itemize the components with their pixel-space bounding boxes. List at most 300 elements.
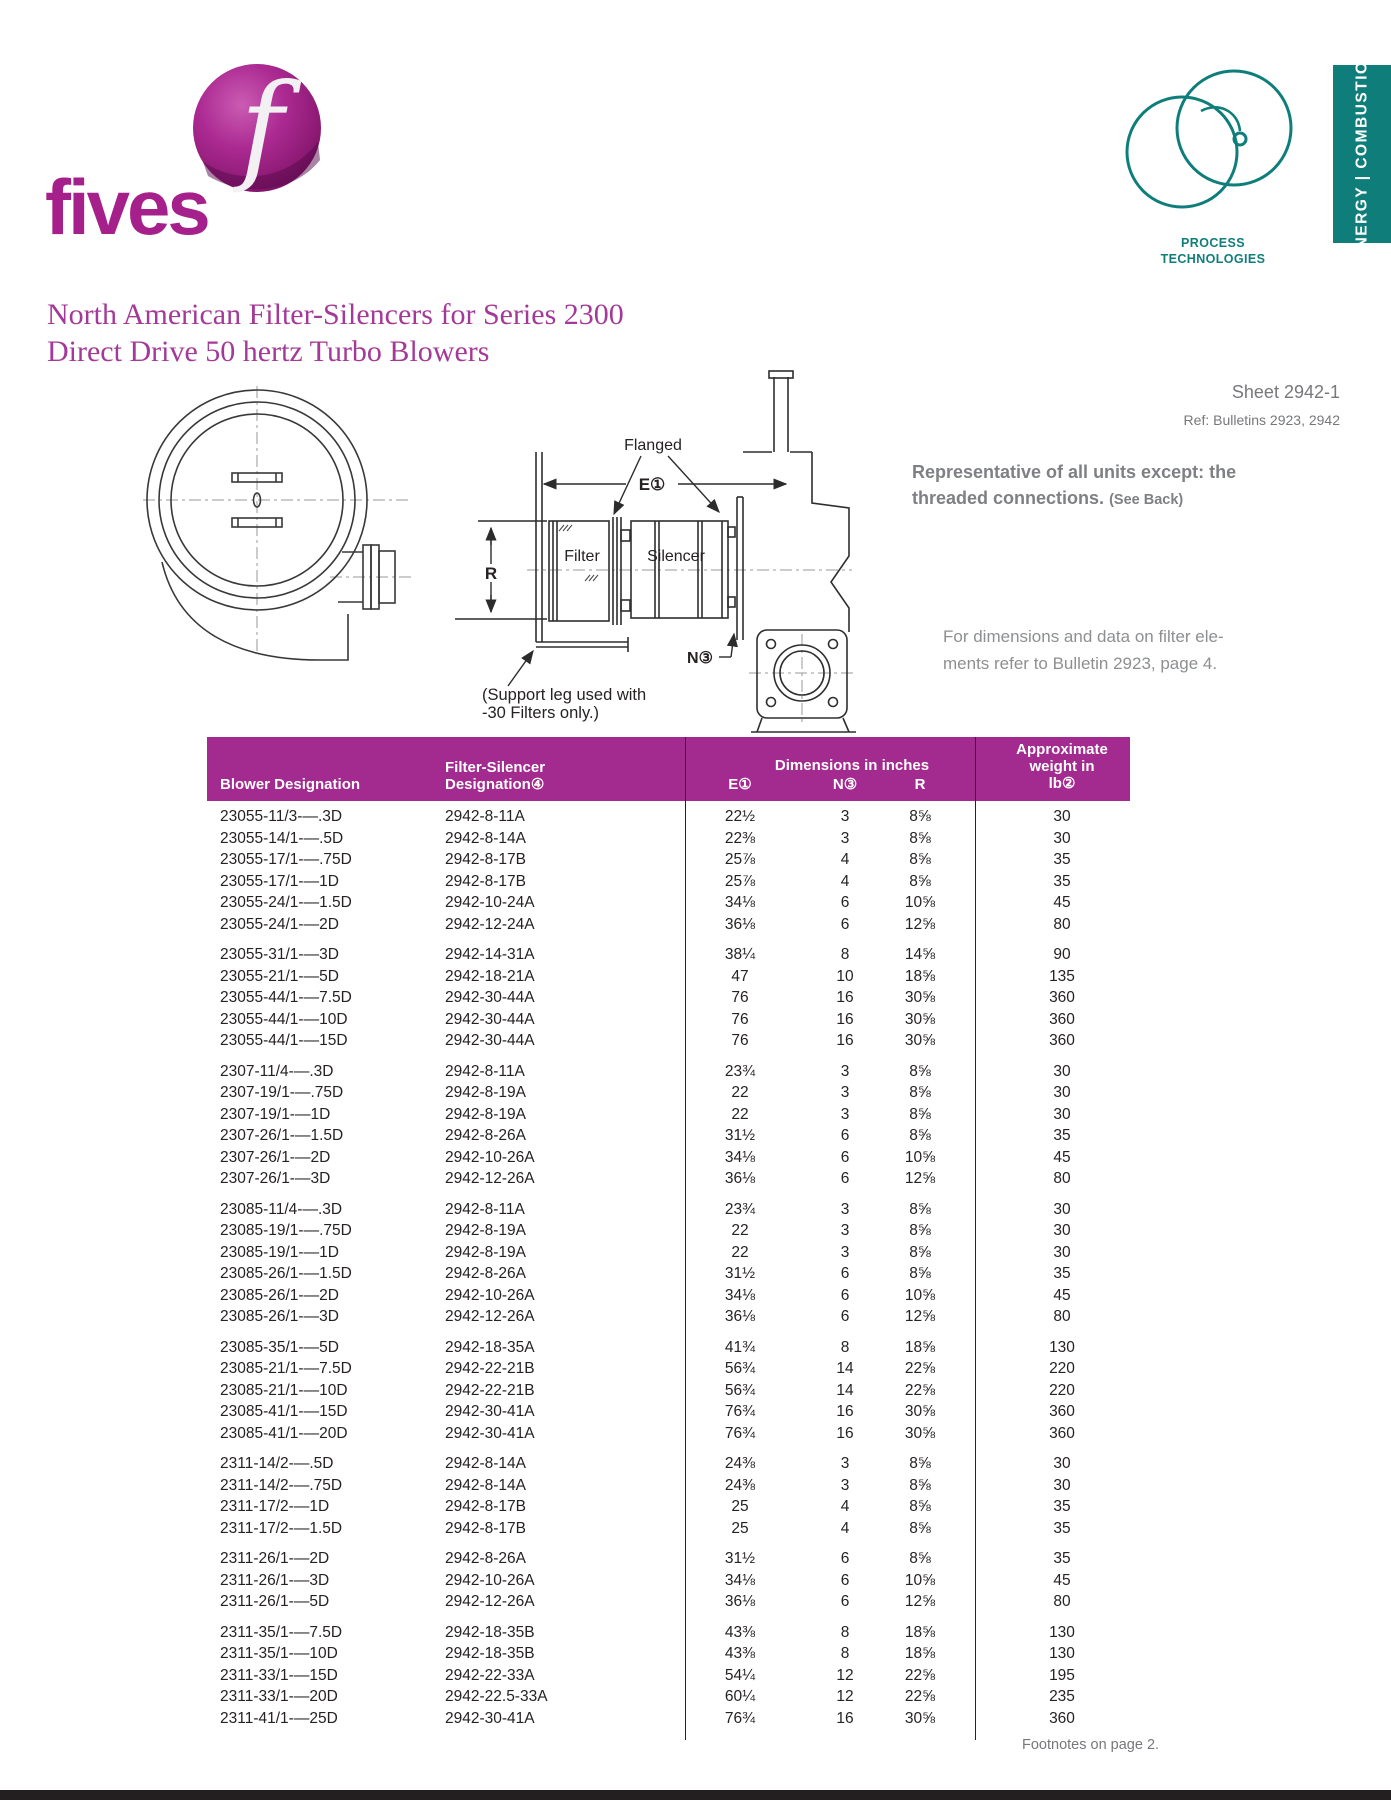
cell-filter-silencer: 2942-18-21A xyxy=(445,967,535,985)
table-row xyxy=(207,1425,1130,1447)
header-filter-silencer-designation: Filter-Silencer Designation④ xyxy=(445,759,546,793)
cell-dim-e: 76¾ xyxy=(724,1709,756,1727)
cell-blower: 2311-14/2-—.75D xyxy=(220,1476,343,1494)
table-row xyxy=(207,1455,1130,1477)
cell-filter-silencer: 2942-8-17B xyxy=(445,1498,527,1515)
cell-dim-e: 76 xyxy=(731,1010,749,1028)
cell-dim-r: 10⅝ xyxy=(904,894,936,911)
cell-dim-r: 8⅝ xyxy=(909,1127,931,1144)
cell-blower: 2307-26/1-—2D xyxy=(220,1148,331,1166)
cell-weight: 30 xyxy=(1053,808,1071,825)
table-group xyxy=(207,1550,1130,1615)
cell-blower: 23085-35/1-—5D xyxy=(220,1338,339,1356)
page-title xyxy=(47,296,624,370)
cell-dim-e: 34⅛ xyxy=(724,894,756,911)
table-row xyxy=(207,873,1130,895)
table-row xyxy=(207,894,1130,916)
cell-filter-silencer: 2942-8-26A xyxy=(445,1265,527,1282)
cell-blower: 23055-17/1-—1D xyxy=(220,872,339,890)
cell-weight: 360 xyxy=(1049,1424,1075,1442)
cell-blower: 23085-26/1-—2D xyxy=(220,1286,339,1304)
cell-weight: 360 xyxy=(1049,1032,1075,1049)
cell-blower: 2311-26/1-—2D xyxy=(220,1550,330,1567)
cell-dim-n: 3 xyxy=(840,829,850,847)
cell-weight: 30 xyxy=(1053,1243,1071,1261)
cell-filter-silencer: 2942-22.5-33A xyxy=(445,1688,548,1705)
cell-blower: 2311-17/2-—1D xyxy=(220,1498,330,1515)
cell-dim-n: 16 xyxy=(836,1010,854,1028)
cell-weight: 135 xyxy=(1049,967,1075,985)
table-row xyxy=(207,1063,1130,1085)
table-row xyxy=(207,989,1130,1011)
cell-blower: 23055-44/1-—10D xyxy=(220,1010,348,1028)
cell-weight: 45 xyxy=(1053,1571,1071,1589)
cell-blower: 2311-35/1-—7.5D xyxy=(220,1623,343,1641)
table-row xyxy=(207,1382,1130,1404)
cell-dim-n: 6 xyxy=(840,915,850,933)
cell-blower: 23085-21/1-—7.5D xyxy=(220,1360,352,1377)
table-row xyxy=(207,1127,1130,1149)
cell-dim-e: 34⅛ xyxy=(724,1286,756,1304)
table-row xyxy=(207,1201,1130,1223)
cell-dim-r: 8⅝ xyxy=(909,1200,931,1218)
cell-dim-n: 16 xyxy=(836,989,854,1006)
cell-filter-silencer: 2942-8-19A xyxy=(445,1222,527,1239)
cell-dim-e: 25 xyxy=(731,1519,749,1537)
cell-dim-e: 22⅜ xyxy=(724,829,756,847)
cell-dim-e: 25 xyxy=(731,1498,749,1515)
table-row xyxy=(207,1624,1130,1646)
table-row xyxy=(207,1688,1130,1710)
cell-dim-r: 8⅝ xyxy=(909,1243,931,1261)
cell-filter-silencer: 2942-8-19A xyxy=(445,1084,527,1101)
cell-dim-n: 10 xyxy=(836,967,854,985)
table-row xyxy=(207,1222,1130,1244)
cell-weight: 35 xyxy=(1053,872,1071,890)
cell-dim-r: 8⅝ xyxy=(909,1550,931,1567)
cell-dim-n: 16 xyxy=(836,1424,854,1442)
cell-dim-e: 76 xyxy=(731,989,749,1006)
cell-filter-silencer: 2942-30-41A xyxy=(445,1709,535,1727)
energy-combustion-banner: ENERGY | COMBUSTION xyxy=(1333,65,1391,243)
cell-filter-silencer: 2942-30-44A xyxy=(445,1010,535,1028)
cell-blower: 23055-24/1-—1.5D xyxy=(220,894,352,911)
cell-dim-e: 36⅛ xyxy=(724,915,756,933)
cell-blower: 23085-41/1-—15D xyxy=(220,1403,348,1420)
table-rows xyxy=(207,801,1130,1731)
header-approx-weight: Approximate weight in lb② xyxy=(1016,741,1108,792)
cell-blower: 2311-35/1-—10D xyxy=(220,1645,338,1662)
cell-blower: 23055-14/1-—.5D xyxy=(220,829,344,847)
cell-weight: 35 xyxy=(1053,1519,1071,1537)
label-e-dimension: E① xyxy=(638,475,666,494)
table-row xyxy=(207,1593,1130,1615)
cell-filter-silencer: 2942-14-31A xyxy=(445,946,535,963)
table-row xyxy=(207,1550,1130,1572)
cell-blower: 23085-11/4-—.3D xyxy=(220,1200,343,1218)
cell-weight: 35 xyxy=(1053,1550,1071,1567)
cell-weight: 360 xyxy=(1049,1403,1075,1420)
cell-filter-silencer: 2942-18-35A xyxy=(445,1338,535,1356)
cell-weight: 360 xyxy=(1049,1709,1075,1727)
cell-dim-r: 14⅝ xyxy=(904,946,936,963)
cell-dim-n: 16 xyxy=(836,1403,854,1420)
label-n-dimension: N③ xyxy=(687,650,713,667)
cell-filter-silencer: 2942-10-26A xyxy=(445,1148,535,1166)
cell-dim-e: 24⅜ xyxy=(724,1476,756,1494)
cell-blower: 2307-26/1-—1.5D xyxy=(220,1127,344,1144)
cell-dim-r: 12⅝ xyxy=(904,1593,936,1610)
table-group xyxy=(207,1063,1130,1192)
cell-filter-silencer: 2942-8-17B xyxy=(445,851,527,868)
cell-dim-n: 14 xyxy=(836,1381,854,1399)
cell-blower: 23085-26/1-—3D xyxy=(220,1308,339,1325)
cell-dim-r: 12⅝ xyxy=(904,1170,936,1187)
cell-dim-n: 6 xyxy=(840,1127,850,1144)
cell-blower: 23085-41/1-—20D xyxy=(220,1424,348,1442)
cell-weight: 130 xyxy=(1049,1645,1075,1662)
cell-dim-r: 22⅝ xyxy=(904,1360,936,1377)
table-row xyxy=(207,808,1130,830)
cell-dim-r: 8⅝ xyxy=(909,1519,931,1537)
cell-dim-e: 56¾ xyxy=(724,1360,756,1377)
cell-dim-r: 12⅝ xyxy=(904,1308,936,1325)
cell-dim-n: 14 xyxy=(836,1360,854,1377)
cell-dim-e: 24⅜ xyxy=(724,1455,756,1472)
cell-dim-n: 6 xyxy=(840,1170,850,1187)
cell-dim-e: 54¼ xyxy=(724,1666,756,1684)
cell-dim-e: 60¼ xyxy=(724,1688,756,1705)
table-row xyxy=(207,1477,1130,1499)
cell-weight: 30 xyxy=(1053,1222,1071,1239)
cell-blower: 23055-44/1-—15D xyxy=(220,1032,348,1049)
cell-dim-r: 8⅝ xyxy=(909,1455,931,1472)
cell-weight: 130 xyxy=(1049,1623,1075,1641)
cell-dim-r: 30⅝ xyxy=(904,1010,936,1028)
cell-weight: 220 xyxy=(1049,1381,1075,1399)
cell-dim-e: 31½ xyxy=(724,1265,756,1282)
cell-dim-e: 36⅛ xyxy=(724,1170,756,1187)
cell-dim-n: 3 xyxy=(840,1243,850,1261)
cell-dim-e: 34⅛ xyxy=(724,1148,756,1166)
cell-blower: 2311-33/1-—20D xyxy=(220,1688,338,1705)
cell-weight: 45 xyxy=(1053,1148,1071,1166)
cell-blower: 23055-21/1-—5D xyxy=(220,967,339,985)
cell-dim-n: 3 xyxy=(840,1200,850,1218)
cell-dim-e: 22 xyxy=(731,1105,749,1123)
title-line-1: North American Filter-Silencers for Series 2300 xyxy=(47,298,624,331)
cell-filter-silencer: 2942-8-17B xyxy=(445,1519,527,1537)
table-header xyxy=(207,737,1130,801)
footnote: Footnotes on page 2. xyxy=(1022,1737,1160,1753)
cell-dim-e: 38¼ xyxy=(724,946,756,963)
cell-blower: 2311-26/1-—3D xyxy=(220,1571,330,1589)
cell-dim-e: 25⅞ xyxy=(724,872,756,890)
cell-weight: 30 xyxy=(1053,1105,1071,1123)
table-row xyxy=(207,916,1130,938)
table-group xyxy=(207,1201,1130,1330)
cell-dim-r: 8⅝ xyxy=(909,1222,931,1239)
table-row xyxy=(207,1645,1130,1667)
cell-blower: 2307-26/1-—3D xyxy=(220,1170,331,1187)
cell-weight: 30 xyxy=(1053,829,1071,847)
cell-filter-silencer: 2942-22-21B xyxy=(445,1360,535,1377)
cell-filter-silencer: 2942-10-24A xyxy=(445,894,535,911)
table-group xyxy=(207,1624,1130,1732)
table-group xyxy=(207,808,1130,937)
cell-blower: 23055-31/1-—3D xyxy=(220,946,339,963)
cell-weight: 80 xyxy=(1053,1170,1071,1187)
representative-note: Representative of all units except: the threaded connections. (See Back) xyxy=(912,462,1237,508)
cell-filter-silencer: 2942-8-26A xyxy=(445,1127,527,1144)
cell-dim-e: 43⅜ xyxy=(724,1623,756,1641)
see-back-note: (See Back) xyxy=(1109,492,1184,508)
cell-dim-n: 8 xyxy=(840,946,850,963)
table-row xyxy=(207,1339,1130,1361)
cell-dim-n: 3 xyxy=(840,1084,850,1101)
cell-weight: 30 xyxy=(1053,1200,1071,1218)
cell-dim-n: 16 xyxy=(836,1032,854,1049)
cell-dim-n: 4 xyxy=(840,851,850,868)
cell-dim-n: 6 xyxy=(840,1286,850,1304)
cell-dim-e: 76¾ xyxy=(724,1424,756,1442)
cell-filter-silencer: 2942-8-14A xyxy=(445,829,527,847)
cell-weight: 30 xyxy=(1053,1476,1071,1494)
cell-weight: 220 xyxy=(1049,1360,1075,1377)
cell-filter-silencer: 2942-18-35B xyxy=(445,1645,535,1662)
cell-blower: 23055-24/1-—2D xyxy=(220,915,339,933)
cell-dim-e: 23¾ xyxy=(724,1062,756,1080)
process-technologies-label: PROCESS TECHNOLOGIES xyxy=(1160,236,1266,266)
cell-dim-r: 18⅝ xyxy=(904,967,936,985)
cell-blower: 23085-26/1-—1.5D xyxy=(220,1265,352,1282)
cell-dim-e: 22 xyxy=(731,1222,749,1239)
cell-dim-n: 4 xyxy=(840,1519,850,1537)
cell-dim-e: 36⅛ xyxy=(724,1593,756,1610)
cell-dim-n: 12 xyxy=(836,1666,854,1684)
cell-filter-silencer: 2942-8-19A xyxy=(445,1105,527,1123)
table-group xyxy=(207,1339,1130,1447)
header-dim-r: R xyxy=(914,776,926,793)
cell-dim-e: 34⅛ xyxy=(724,1571,756,1589)
cell-dim-n: 8 xyxy=(840,1338,850,1356)
cell-dim-r: 30⅝ xyxy=(904,989,936,1006)
table-row xyxy=(207,1710,1130,1732)
cell-filter-silencer: 2942-8-19A xyxy=(445,1243,527,1261)
cell-filter-silencer: 2942-30-44A xyxy=(445,989,535,1006)
blower-technical-drawing xyxy=(140,368,860,736)
table-row xyxy=(207,1498,1130,1520)
cell-dim-e: 76 xyxy=(731,1032,749,1049)
cell-dim-e: 76¾ xyxy=(724,1403,756,1420)
cell-dim-n: 6 xyxy=(840,1265,850,1282)
cell-dim-r: 8⅝ xyxy=(909,1062,931,1080)
cell-dim-e: 23¾ xyxy=(724,1200,756,1218)
header-dim-e: E① xyxy=(728,776,752,793)
table-row xyxy=(207,1308,1130,1330)
cell-blower: 2311-14/2-—.5D xyxy=(220,1455,334,1472)
cell-dim-n: 4 xyxy=(840,1498,850,1515)
cell-dim-n: 6 xyxy=(840,894,850,911)
sheet-number: Sheet 2942-1 xyxy=(1231,382,1340,402)
cell-weight: 35 xyxy=(1053,1265,1071,1282)
svg-text:f: f xyxy=(240,58,284,196)
fives-wordmark: fives xyxy=(45,163,208,251)
cell-dim-e: 47 xyxy=(731,967,749,985)
cell-blower: 23085-21/1-—10D xyxy=(220,1381,348,1399)
cell-filter-silencer: 2942-18-35B xyxy=(445,1623,535,1641)
header-blower-designation: Blower Designation xyxy=(220,776,361,793)
cell-dim-e: 36⅛ xyxy=(724,1308,756,1325)
cell-blower: 23085-19/1-—1D xyxy=(220,1243,339,1261)
cell-dim-n: 12 xyxy=(836,1688,854,1705)
cell-filter-silencer: 2942-8-17B xyxy=(445,872,527,890)
table-group xyxy=(207,946,1130,1054)
cell-dim-r: 18⅝ xyxy=(904,1338,936,1356)
cell-dim-e: 22 xyxy=(731,1243,749,1261)
cell-filter-silencer: 2942-30-41A xyxy=(445,1424,535,1442)
cell-dim-n: 3 xyxy=(840,1455,850,1472)
cell-dim-n: 3 xyxy=(840,808,850,825)
table-row xyxy=(207,1032,1130,1054)
cell-dim-n: 3 xyxy=(840,1222,850,1239)
cell-dim-e: 25⅞ xyxy=(724,851,756,868)
cell-weight: 30 xyxy=(1053,1084,1071,1101)
table-row xyxy=(207,830,1130,852)
cell-weight: 35 xyxy=(1053,851,1071,868)
table-row xyxy=(207,1520,1130,1542)
cell-filter-silencer: 2942-22-21B xyxy=(445,1381,535,1399)
cell-filter-silencer: 2942-8-11A xyxy=(445,1200,525,1218)
cell-dim-r: 30⅝ xyxy=(904,1709,936,1727)
cell-dim-e: 22½ xyxy=(724,808,756,825)
table-row xyxy=(207,851,1130,873)
cell-weight: 195 xyxy=(1049,1666,1075,1684)
cell-filter-silencer: 2942-12-26A xyxy=(445,1593,535,1610)
cell-dim-r: 22⅝ xyxy=(904,1381,936,1399)
table-row xyxy=(207,1084,1130,1106)
cell-weight: 130 xyxy=(1049,1338,1075,1356)
support-note-line-1: (Support leg used with xyxy=(482,686,647,704)
support-note-line-2: -30 Filters only.) xyxy=(482,704,600,722)
cell-dim-r: 30⅝ xyxy=(904,1424,936,1442)
cell-dim-r: 22⅝ xyxy=(904,1688,936,1705)
cell-weight: 45 xyxy=(1053,894,1071,911)
cell-dim-r: 8⅝ xyxy=(909,872,931,890)
cell-blower: 2311-26/1-—5D xyxy=(220,1593,330,1610)
cell-dim-n: 8 xyxy=(840,1623,850,1641)
cell-dim-r: 30⅝ xyxy=(904,1032,936,1049)
cell-dim-r: 8⅝ xyxy=(909,1498,931,1515)
cell-weight: 35 xyxy=(1053,1127,1071,1144)
sheet-info xyxy=(1184,382,1340,428)
filter-silencer-table xyxy=(207,737,1130,1740)
cell-dim-n: 8 xyxy=(840,1645,850,1662)
cell-filter-silencer: 2942-8-14A xyxy=(445,1476,527,1494)
cell-dim-n: 6 xyxy=(840,1550,850,1567)
cell-dim-e: 41¾ xyxy=(724,1338,756,1356)
cell-dim-e: 22 xyxy=(731,1084,749,1101)
cell-filter-silencer: 2942-8-26A xyxy=(445,1550,527,1567)
cell-dim-r: 10⅝ xyxy=(904,1148,936,1166)
cell-dim-n: 3 xyxy=(840,1062,850,1080)
page-bottom-bar xyxy=(0,1790,1391,1800)
cell-dim-n: 6 xyxy=(840,1308,850,1325)
table-row xyxy=(207,1360,1130,1382)
cell-blower: 23085-19/1-—.75D xyxy=(220,1222,352,1239)
cell-dim-r: 18⅝ xyxy=(904,1645,936,1662)
cell-dim-r: 10⅝ xyxy=(904,1286,936,1304)
cell-dim-r: 8⅝ xyxy=(909,829,931,847)
cell-weight: 45 xyxy=(1053,1286,1071,1304)
cell-dim-e: 43⅜ xyxy=(724,1645,756,1662)
cell-dim-n: 16 xyxy=(836,1709,854,1727)
cell-dim-e: 56¾ xyxy=(724,1381,756,1399)
header-dim-n: N③ xyxy=(832,776,858,793)
cell-weight: 30 xyxy=(1053,1455,1071,1472)
cell-blower: 2307-19/1-—1D xyxy=(220,1105,331,1123)
cell-filter-silencer: 2942-12-26A xyxy=(445,1170,535,1187)
filter-elements-note: For dimensions and data on filter ele- ments refer to Bulletin 2923, page 4. xyxy=(943,627,1224,673)
table-row xyxy=(207,1403,1130,1425)
cell-blower: 2311-33/1-—15D xyxy=(220,1666,338,1684)
title-line-2: Direct Drive 50 hertz Turbo Blowers xyxy=(47,335,490,368)
cell-dim-r: 22⅝ xyxy=(904,1666,936,1684)
cell-weight: 90 xyxy=(1053,946,1071,963)
ref-bulletins: Ref: Bulletins 2923, 2942 xyxy=(1183,412,1340,428)
cell-dim-r: 8⅝ xyxy=(909,1265,931,1282)
table-row xyxy=(207,946,1130,968)
label-silencer: Silencer xyxy=(647,548,705,565)
cell-dim-r: 18⅝ xyxy=(904,1623,936,1641)
cell-blower: 2307-11/4-—.3D xyxy=(220,1062,334,1080)
cell-blower: 2311-41/1-—25D xyxy=(220,1709,338,1727)
cell-dim-r: 10⅝ xyxy=(904,1571,936,1589)
cell-dim-n: 6 xyxy=(840,1148,850,1166)
cell-weight: 80 xyxy=(1053,1593,1071,1610)
cell-blower: 23055-17/1-—.75D xyxy=(220,851,352,868)
cell-filter-silencer: 2942-30-44A xyxy=(445,1032,535,1049)
cell-dim-n: 3 xyxy=(840,1476,850,1494)
cell-blower: 23055-11/3-—.3D xyxy=(220,808,343,825)
table-row xyxy=(207,1106,1130,1128)
cell-filter-silencer: 2942-8-14A xyxy=(445,1455,527,1472)
cell-dim-n: 6 xyxy=(840,1593,850,1610)
cell-blower: 23055-44/1-—7.5D xyxy=(220,989,352,1006)
table-row xyxy=(207,1011,1130,1033)
cell-filter-silencer: 2942-10-26A xyxy=(445,1571,535,1589)
cell-dim-r: 12⅝ xyxy=(904,915,936,933)
cell-filter-silencer: 2942-8-11A xyxy=(445,808,525,825)
cell-blower: 2307-19/1-—.75D xyxy=(220,1084,344,1101)
cell-weight: 35 xyxy=(1053,1498,1071,1515)
cell-weight: 80 xyxy=(1053,915,1071,933)
cell-dim-e: 31½ xyxy=(724,1127,756,1144)
table-row xyxy=(207,968,1130,990)
cell-blower: 2311-17/2-—1.5D xyxy=(220,1519,343,1537)
cell-dim-n: 3 xyxy=(840,1105,850,1123)
table-row xyxy=(207,1667,1130,1689)
header-dimensions-group: Dimensions in inches xyxy=(774,757,930,774)
cell-dim-r: 8⅝ xyxy=(909,1084,931,1101)
cell-weight: 360 xyxy=(1049,1010,1075,1028)
cell-filter-silencer: 2942-30-41A xyxy=(445,1403,535,1420)
cell-dim-r: 8⅝ xyxy=(909,808,931,825)
label-flanged: Flanged xyxy=(624,437,682,454)
table-row xyxy=(207,1287,1130,1309)
cell-filter-silencer: 2942-8-11A xyxy=(445,1062,525,1080)
cell-dim-n: 6 xyxy=(840,1571,850,1589)
